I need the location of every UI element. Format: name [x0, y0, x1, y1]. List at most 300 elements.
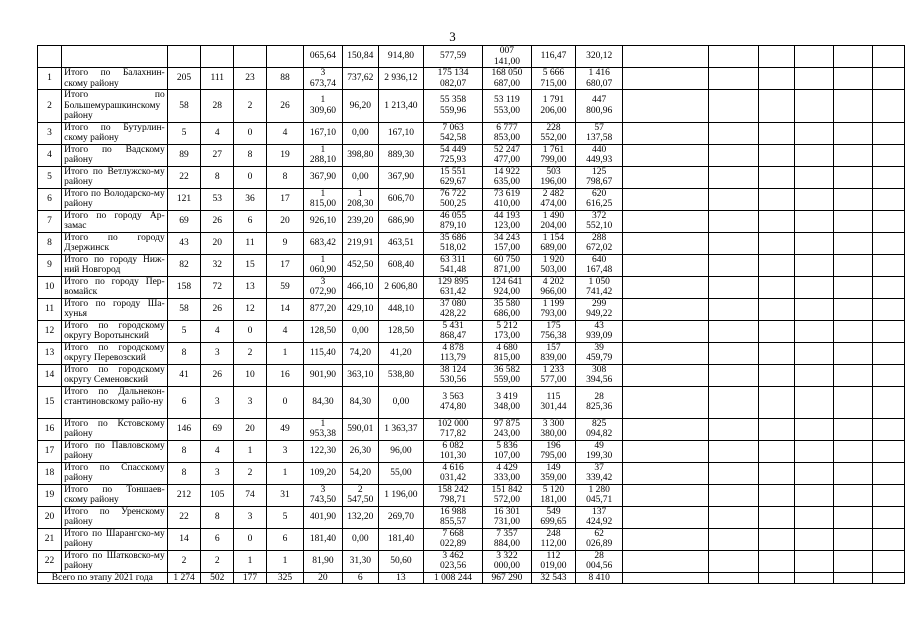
table-cell: 4 — [266, 122, 303, 144]
empty-cell — [759, 320, 794, 342]
table-cell: 4 680 815,00 — [483, 342, 531, 364]
empty-cell — [622, 484, 709, 506]
table-cell: 1 — [266, 342, 303, 364]
table-cell: 84,30 — [304, 386, 342, 418]
table-cell: 2 — [167, 550, 201, 572]
table-cell: 168 050 687,00 — [483, 68, 531, 90]
table-cell: 146 — [167, 418, 201, 440]
table-cell: 2 — [234, 342, 267, 364]
empty-cell — [834, 484, 873, 506]
table-cell: 16 988 855,57 — [423, 506, 482, 528]
empty-cell — [709, 528, 759, 550]
table-cell: 577,59 — [423, 46, 482, 68]
table-cell: 466,10 — [342, 276, 379, 298]
empty-cell — [873, 254, 905, 276]
table-cell: 367,90 — [304, 166, 342, 188]
table-cell: 5 — [167, 320, 201, 342]
table-cell: 23 — [234, 68, 267, 90]
empty-cell — [834, 276, 873, 298]
empty-cell — [622, 68, 709, 90]
row-number: 13 — [38, 342, 62, 364]
table-cell: 1 815,00 — [304, 188, 342, 210]
empty-cell — [759, 418, 794, 440]
table-cell: 167,10 — [304, 122, 342, 144]
table-cell: 44 193 123,00 — [483, 210, 531, 232]
empty-cell — [709, 550, 759, 572]
table-cell: 6 — [234, 210, 267, 232]
empty-cell — [759, 484, 794, 506]
row-number: 8 — [38, 232, 62, 254]
table-cell: 1 761 799,00 — [531, 144, 576, 166]
table-cell: 3 300 380,00 — [531, 418, 576, 440]
table-cell: 620 616,25 — [576, 188, 623, 210]
table-row — [38, 386, 905, 418]
empty-cell — [622, 528, 709, 550]
table-cell: 28 004,56 — [576, 550, 623, 572]
table-cell: 398,80 — [342, 144, 379, 166]
table-cell: 53 — [201, 188, 234, 210]
table-cell: 440 449,93 — [576, 144, 623, 166]
table-cell: 46 055 879,10 — [423, 210, 482, 232]
row-number: 4 — [38, 144, 62, 166]
table-cell: 116,47 — [531, 46, 576, 68]
table-cell: 590,01 — [342, 418, 379, 440]
table-cell: 2 482 474,00 — [531, 188, 576, 210]
table-cell: 27 — [201, 144, 234, 166]
table-row — [38, 440, 905, 462]
empty-cell — [873, 276, 905, 298]
empty-cell — [794, 298, 834, 320]
table-cell: 8 410 — [576, 572, 623, 583]
empty-cell — [709, 462, 759, 484]
table-cell: 26,30 — [342, 440, 379, 462]
table-cell: 55,00 — [379, 462, 424, 484]
table-cell: 37 339,42 — [576, 462, 623, 484]
row-number: 20 — [38, 506, 62, 528]
table-cell: 41 — [167, 364, 201, 386]
empty-cell — [759, 528, 794, 550]
table-cell: 151 842 572,00 — [483, 484, 531, 506]
table-cell: 26 — [201, 364, 234, 386]
table-cell: 157 839,00 — [531, 342, 576, 364]
district-name: Итого по Спасскому району — [62, 462, 168, 484]
table-cell: 109,20 — [304, 462, 342, 484]
table-cell: 28 825,36 — [576, 386, 623, 418]
empty-cell — [873, 528, 905, 550]
table-cell: 105 — [201, 484, 234, 506]
empty-cell — [622, 254, 709, 276]
table-cell: 219,91 — [342, 232, 379, 254]
empty-cell — [873, 364, 905, 386]
table-row — [38, 506, 905, 528]
empty-cell — [873, 298, 905, 320]
empty-cell — [759, 276, 794, 298]
table-cell: 8 — [167, 342, 201, 364]
empty-cell — [622, 320, 709, 342]
row-number: 17 — [38, 440, 62, 462]
table-cell: 14 922 635,00 — [483, 166, 531, 188]
table-cell: 128,50 — [379, 320, 424, 342]
empty-cell — [759, 506, 794, 528]
table-cell: 549 699,65 — [531, 506, 576, 528]
table-cell: 2 547,50 — [342, 484, 379, 506]
table-row — [38, 364, 905, 386]
table-cell: 3 072,90 — [304, 276, 342, 298]
row-number: 21 — [38, 528, 62, 550]
table-cell: 4 429 333,00 — [483, 462, 531, 484]
table-cell: 41,20 — [379, 342, 424, 364]
empty-cell — [622, 122, 709, 144]
table-cell: 4 616 031,42 — [423, 462, 482, 484]
table-cell: 606,70 — [379, 188, 424, 210]
empty-cell — [834, 364, 873, 386]
district-name: Итого по городу Ар-замас — [62, 210, 168, 232]
table-cell: 20 — [234, 418, 267, 440]
table-cell: 11 — [234, 232, 267, 254]
table-cell: 73 619 410,00 — [483, 188, 531, 210]
empty-cell — [709, 68, 759, 90]
empty-cell — [622, 506, 709, 528]
table-cell: 22 — [167, 506, 201, 528]
district-name: Итого по Шарангско-му району — [62, 528, 168, 550]
table-cell: 150,84 — [342, 46, 379, 68]
empty-cell — [759, 210, 794, 232]
empty-cell — [834, 572, 873, 583]
table-row — [38, 550, 905, 572]
table-cell: 8 — [201, 506, 234, 528]
table-cell: 8 — [266, 166, 303, 188]
table-cell: 372 552,10 — [576, 210, 623, 232]
district-name: Итого по Ветлужско-му району — [62, 166, 168, 188]
table-cell: 065,64 — [304, 46, 342, 68]
table-cell: 26 — [201, 298, 234, 320]
table-cell: 429,10 — [342, 298, 379, 320]
district-name: Итого по Бутурлин-скому району — [62, 122, 168, 144]
empty-cell — [834, 166, 873, 188]
table-cell: 177 — [234, 572, 267, 583]
empty-cell — [873, 320, 905, 342]
table-cell — [709, 46, 759, 68]
table-cell: 181,40 — [304, 528, 342, 550]
table-body — [38, 46, 905, 584]
empty-cell — [622, 210, 709, 232]
table-cell: 503 196,00 — [531, 166, 576, 188]
district-name: Итого по городу Ша-хунья — [62, 298, 168, 320]
empty-cell — [759, 550, 794, 572]
table-cell: 8 — [167, 462, 201, 484]
table-cell: 53 119 553,00 — [483, 90, 531, 123]
table-cell: 96,00 — [379, 440, 424, 462]
table-cell: 15 — [234, 254, 267, 276]
empty-cell — [759, 386, 794, 418]
table-cell: 19 — [266, 144, 303, 166]
table-cell: 82 — [167, 254, 201, 276]
table-cell: 158 242 798,71 — [423, 484, 482, 506]
table-cell: 3 563 474,80 — [423, 386, 482, 418]
table-row — [38, 298, 905, 320]
empty-cell — [759, 342, 794, 364]
table-cell: 877,20 — [304, 298, 342, 320]
table-cell: 5 120 181,00 — [531, 484, 576, 506]
empty-cell — [759, 68, 794, 90]
table-cell: 914,80 — [379, 46, 424, 68]
empty-cell — [622, 188, 709, 210]
table-row — [38, 188, 905, 210]
empty-cell — [709, 364, 759, 386]
empty-cell — [622, 342, 709, 364]
empty-cell — [709, 144, 759, 166]
empty-cell — [794, 440, 834, 462]
district-name: Итого по городскому округу Перевозский — [62, 342, 168, 364]
table-cell: 0,00 — [379, 386, 424, 418]
empty-cell — [794, 506, 834, 528]
table-cell: 20 — [266, 210, 303, 232]
empty-cell — [794, 386, 834, 418]
empty-cell — [834, 320, 873, 342]
row-number: 2 — [38, 90, 62, 123]
table-row — [38, 342, 905, 364]
table-cell: 737,62 — [342, 68, 379, 90]
table-cell: 1 490 204,00 — [531, 210, 576, 232]
empty-cell — [709, 440, 759, 462]
table-cell: 3 — [266, 440, 303, 462]
table-cell — [622, 46, 709, 68]
district-name: Итого по городу Ниж-ний Новгород — [62, 254, 168, 276]
district-name: Итого по городу Пер-вомайск — [62, 276, 168, 298]
table-cell: 308 394,56 — [576, 364, 623, 386]
table-cell: 5 — [167, 122, 201, 144]
empty-cell — [622, 144, 709, 166]
table-cell: 37 080 428,22 — [423, 298, 482, 320]
table-cell: 5 836 107,00 — [483, 440, 531, 462]
table-cell: 13 — [234, 276, 267, 298]
table-cell: 31 — [266, 484, 303, 506]
table-cell: 43 939,09 — [576, 320, 623, 342]
empty-cell — [709, 506, 759, 528]
table-cell: 3 — [234, 506, 267, 528]
table-cell: 196 795,00 — [531, 440, 576, 462]
empty-cell — [834, 462, 873, 484]
table-cell: 1 196,00 — [379, 484, 424, 506]
table-cell: 181,40 — [379, 528, 424, 550]
table-cell: 54 449 725,93 — [423, 144, 482, 166]
empty-cell — [873, 210, 905, 232]
district-name: Итого по Шатковско-му району — [62, 550, 168, 572]
table-cell: 69 — [201, 418, 234, 440]
table-cell: 967 290 — [483, 572, 531, 583]
empty-cell — [759, 90, 794, 123]
row-number: 7 — [38, 210, 62, 232]
row-number: 5 — [38, 166, 62, 188]
table-cell: 538,80 — [379, 364, 424, 386]
table-cell: 88 — [266, 68, 303, 90]
empty-cell — [834, 386, 873, 418]
table-cell: 0,00 — [342, 320, 379, 342]
table-cell: 74 — [234, 484, 267, 506]
empty-cell — [794, 462, 834, 484]
table-cell: 1 — [266, 462, 303, 484]
empty-cell — [834, 232, 873, 254]
table-cell: 49 199,30 — [576, 440, 623, 462]
empty-cell — [794, 484, 834, 506]
empty-cell — [709, 166, 759, 188]
table-row — [38, 46, 905, 68]
empty-cell — [794, 528, 834, 550]
row-number: 12 — [38, 320, 62, 342]
table-cell: 124 641 924,00 — [483, 276, 531, 298]
table-cell: 3 462 023,56 — [423, 550, 482, 572]
table-cell: 60 750 871,00 — [483, 254, 531, 276]
table-cell: 36 582 559,00 — [483, 364, 531, 386]
table-cell: 1 288,10 — [304, 144, 342, 166]
table-cell: 448,10 — [379, 298, 424, 320]
table-cell: 239,20 — [342, 210, 379, 232]
table-cell: 7 357 884,00 — [483, 528, 531, 550]
empty-cell — [622, 364, 709, 386]
district-name: Итого по Тоншаев-скому району — [62, 484, 168, 506]
empty-cell — [834, 440, 873, 462]
row-number: 3 — [38, 122, 62, 144]
empty-cell — [794, 418, 834, 440]
table-cell: 5 — [266, 506, 303, 528]
empty-cell — [794, 210, 834, 232]
table-cell: 325 — [266, 572, 303, 583]
table-cell: 447 800,96 — [576, 90, 623, 123]
empty-cell — [794, 90, 834, 123]
table-cell: 5 212 173,00 — [483, 320, 531, 342]
empty-cell — [759, 364, 794, 386]
table-cell: 0 — [234, 528, 267, 550]
table-cell: 686,90 — [379, 210, 424, 232]
table-cell: 31,30 — [342, 550, 379, 572]
empty-cell — [709, 122, 759, 144]
table-cell: 158 — [167, 276, 201, 298]
empty-cell — [794, 166, 834, 188]
table-cell: 825 094,82 — [576, 418, 623, 440]
table-cell: 8 — [234, 144, 267, 166]
empty-cell — [759, 122, 794, 144]
table-cell: 122,30 — [304, 440, 342, 462]
empty-cell — [709, 276, 759, 298]
table-cell: 167,10 — [379, 122, 424, 144]
table-cell: 401,90 — [304, 506, 342, 528]
table-cell: 288 672,02 — [576, 232, 623, 254]
empty-cell — [834, 90, 873, 123]
table-cell: 1 416 680,07 — [576, 68, 623, 90]
table-row — [38, 276, 905, 298]
table-cell: 128,50 — [304, 320, 342, 342]
row-number: 22 — [38, 550, 62, 572]
table-cell: 6 — [342, 572, 379, 583]
empty-cell — [622, 276, 709, 298]
empty-cell — [709, 342, 759, 364]
row-number: 14 — [38, 364, 62, 386]
table-cell: 35 686 518,02 — [423, 232, 482, 254]
empty-cell — [834, 210, 873, 232]
table-cell: 4 — [201, 122, 234, 144]
table-cell: 683,42 — [304, 232, 342, 254]
table-row — [38, 232, 905, 254]
district-name: Итого по Уренскому району — [62, 506, 168, 528]
row-number: 16 — [38, 418, 62, 440]
table-cell: 52 247 477,00 — [483, 144, 531, 166]
table-cell — [234, 46, 267, 68]
empty-cell — [873, 440, 905, 462]
empty-cell — [794, 144, 834, 166]
empty-cell — [834, 144, 873, 166]
empty-cell — [834, 188, 873, 210]
table-row — [38, 254, 905, 276]
table-cell: 58 — [167, 90, 201, 123]
empty-cell — [834, 550, 873, 572]
table-cell: 5 666 715,00 — [531, 68, 576, 90]
empty-cell — [873, 462, 905, 484]
table-cell: 58 — [167, 298, 201, 320]
table-cell: 320,12 — [576, 46, 623, 68]
empty-cell — [794, 342, 834, 364]
empty-cell — [709, 232, 759, 254]
table-cell: 121 — [167, 188, 201, 210]
empty-cell — [794, 68, 834, 90]
table-cell: 901,90 — [304, 364, 342, 386]
table-cell: 14 — [266, 298, 303, 320]
table-cell: 22 — [167, 166, 201, 188]
table-cell: 452,50 — [342, 254, 379, 276]
empty-cell — [709, 320, 759, 342]
table-cell: 32 543 — [531, 572, 576, 583]
table-cell: 97 875 243,00 — [483, 418, 531, 440]
table-cell: 13 — [379, 572, 424, 583]
table-cell: 20 — [304, 572, 342, 583]
empty-cell — [622, 572, 709, 583]
table-cell: 212 — [167, 484, 201, 506]
empty-cell — [834, 342, 873, 364]
table-cell: 299 949,22 — [576, 298, 623, 320]
table-row — [38, 90, 905, 123]
row-number: 19 — [38, 484, 62, 506]
table-cell: 608,40 — [379, 254, 424, 276]
table-cell — [873, 46, 905, 68]
empty-cell — [873, 90, 905, 123]
empty-cell — [873, 232, 905, 254]
table-cell: 3 419 348,00 — [483, 386, 531, 418]
table-row — [38, 528, 905, 550]
empty-cell — [834, 122, 873, 144]
empty-cell — [622, 232, 709, 254]
district-name: Итого по Павловскому району — [62, 440, 168, 462]
table-cell: 26 — [266, 90, 303, 123]
empty-cell — [834, 418, 873, 440]
empty-cell — [834, 254, 873, 276]
table-cell: 112 019,00 — [531, 550, 576, 572]
table-cell: 84,30 — [342, 386, 379, 418]
table-cell: 1 280 045,71 — [576, 484, 623, 506]
empty-cell — [709, 418, 759, 440]
empty-cell — [622, 440, 709, 462]
table-cell: 20 — [201, 232, 234, 254]
district-name: Итого по Кстовскому району — [62, 418, 168, 440]
empty-cell — [873, 342, 905, 364]
total-row — [38, 572, 905, 583]
table-cell: 4 — [201, 320, 234, 342]
district-name: Итого по Балахнин-скому району — [62, 68, 168, 90]
table-cell: 1 050 741,42 — [576, 276, 623, 298]
table-cell: 49 — [266, 418, 303, 440]
empty-cell — [759, 254, 794, 276]
empty-cell — [794, 232, 834, 254]
table-cell: 10 — [234, 364, 267, 386]
empty-cell — [622, 418, 709, 440]
